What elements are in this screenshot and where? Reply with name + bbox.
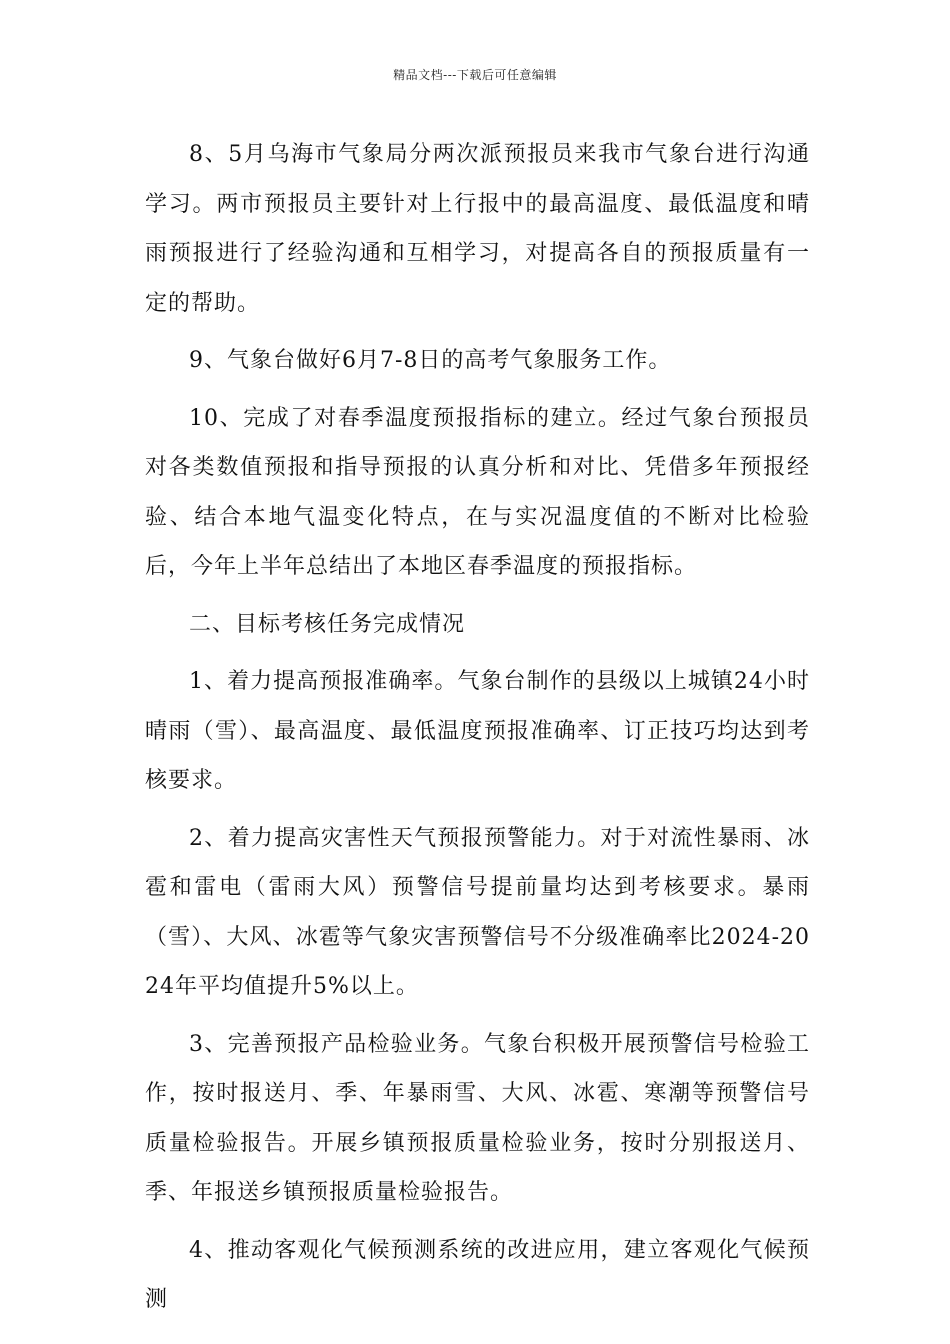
- paragraph-8: 8、5月乌海市气象局分两次派预报员来我市气象台进行沟通学习。两市预报员主要针对上行报中的最高温度、最低温度和晴雨预报进行了经验沟通和互相学习，对提高各自的预报质量有一定的帮助。: [145, 142, 810, 316]
- paragraph-target-4: 4、推动客观化气候预测系统的改进应用，建立客观化气候预测: [145, 1237, 810, 1312]
- paragraph-10: 10、完成了对春季温度预报指标的建立。经过气象台预报员对各类数值预报和指导预报的认真分析和对比、凭借多年预报经验、结合本地气温变化特点，在与实况温度值的不断对比检验后，今年上半年总结出了本地区春季温度的预报指标。: [145, 405, 810, 579]
- section-heading: 二、目标考核任务完成情况: [189, 611, 466, 637]
- paragraph-9: 9、气象台做好6月7-8日的高考气象服务工作。: [189, 348, 672, 373]
- paragraph-target-3: 3、完善预报产品检验业务。气象台积极开展预警信号检验工作，按时报送月、季、年暴雨雪、大风、冰雹、寒潮等预警信号质量检验报告。开展乡镇预报质量检验业务，按时分别报送月、季、年报送乡镇预报质量检验报告。: [145, 1031, 810, 1205]
- document-body: [145, 130, 810, 1333]
- paragraph-target-1: 1、着力提高预报准确率。气象台制作的县级以上城镇24小时晴雨（雪）、最高温度、最低温度预报准确率、订正技巧均达到考核要求。: [145, 669, 810, 793]
- page-header: 精品文档---下载后可任意编辑: [393, 68, 557, 82]
- paragraph-target-2: 2、着力提高灾害性天气预报预警能力。对于对流性暴雨、冰雹和雷电（雷雨大风）预警信号提前量均达到考核要求。暴雨（雪）、大风、冰雹等气象灾害预警信号不分级准确率比2024-2024年平均值提升5%以上。: [145, 825, 810, 999]
